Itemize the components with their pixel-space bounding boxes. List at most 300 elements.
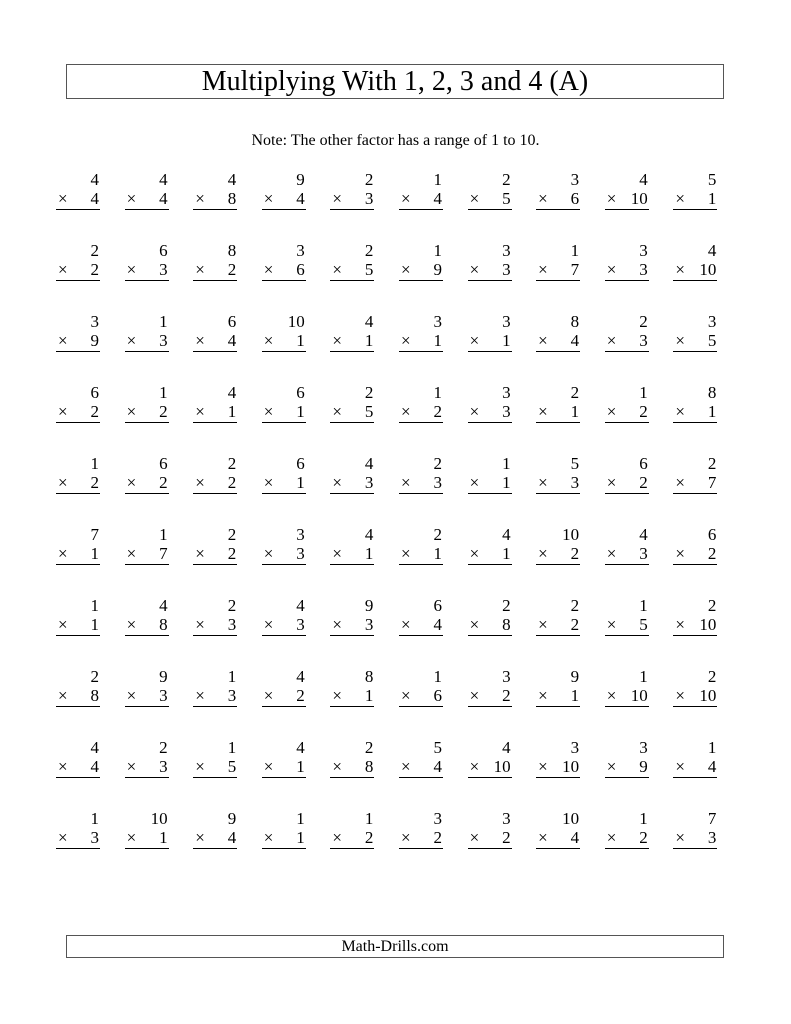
bottom-factor: 1: [570, 686, 580, 705]
times-sign: ×: [606, 189, 617, 208]
times-sign: ×: [195, 260, 205, 279]
top-factor: 3: [639, 241, 648, 260]
problem-row: [56, 738, 742, 809]
top-factor: 1: [90, 596, 99, 615]
bottom-factor: 1: [433, 544, 442, 563]
multiplication-problem: [468, 454, 537, 525]
times-sign: ×: [675, 757, 685, 776]
multiplication-problem: [56, 596, 125, 667]
top-factor: 4: [364, 525, 374, 544]
bottom-factor: 4: [227, 828, 237, 847]
multiplication-problem: [56, 170, 125, 241]
bottom-factor-line: [262, 686, 306, 707]
times-sign: ×: [126, 615, 137, 634]
top-factor: 3: [502, 312, 511, 331]
top-factor: 3: [502, 241, 511, 260]
bottom-factor-line: [330, 828, 374, 849]
top-factor: 6: [159, 454, 168, 473]
bottom-factor: 10: [493, 757, 511, 776]
multiplication-problem: [330, 809, 399, 880]
bottom-factor: 8: [90, 686, 99, 705]
bottom-factor-line: [193, 473, 237, 494]
bottom-factor-line: [399, 260, 443, 281]
top-factor: 8: [570, 312, 580, 331]
times-sign: ×: [195, 189, 205, 208]
multiplication-problem: [125, 170, 194, 241]
multiplication-problem: [330, 667, 399, 738]
times-sign: ×: [538, 686, 548, 705]
top-factor: 3: [433, 312, 442, 331]
bottom-factor-line: [673, 189, 717, 210]
bottom-factor: 2: [159, 473, 168, 492]
multiplication-problem: [330, 454, 399, 525]
top-factor: 3: [639, 738, 648, 757]
bottom-factor-line: [193, 331, 237, 352]
bottom-factor: 4: [433, 615, 442, 634]
multiplication-problem: [125, 525, 194, 596]
multiplication-problem: [330, 738, 399, 809]
bottom-factor-line: [468, 757, 512, 778]
bottom-factor-line: [605, 189, 649, 210]
bottom-factor-line: [125, 189, 169, 210]
times-sign: ×: [332, 331, 342, 350]
multiplication-problem: [125, 454, 194, 525]
top-factor: 6: [296, 454, 305, 473]
range-note: Note: The other factor has a range of 1 to 10.: [251, 132, 540, 149]
times-sign: ×: [332, 757, 342, 776]
top-factor: 1: [159, 383, 168, 402]
bottom-factor: 1: [296, 757, 305, 776]
times-sign: ×: [469, 402, 480, 421]
bottom-factor-line: [399, 189, 443, 210]
bottom-factor: 1: [502, 331, 511, 350]
multiplication-problem: [468, 667, 537, 738]
top-factor: 2: [159, 738, 168, 757]
bottom-factor: 3: [227, 615, 237, 634]
bottom-factor: 10: [630, 189, 648, 208]
times-sign: ×: [263, 260, 274, 279]
multiplication-problem: [468, 525, 537, 596]
bottom-factor: 4: [433, 757, 442, 776]
times-sign: ×: [332, 260, 342, 279]
bottom-factor: 2: [364, 828, 374, 847]
times-sign: ×: [332, 473, 342, 492]
times-sign: ×: [126, 402, 137, 421]
multiplication-problem: [605, 809, 674, 880]
top-factor: 7: [90, 525, 99, 544]
bottom-factor: 2: [502, 828, 511, 847]
bottom-factor: 2: [90, 473, 99, 492]
bottom-factor-line: [262, 473, 306, 494]
times-sign: ×: [195, 473, 205, 492]
multiplication-problem: [468, 738, 537, 809]
bottom-factor: 2: [90, 260, 99, 279]
top-factor: 2: [433, 454, 442, 473]
multiplication-problem: [536, 667, 605, 738]
times-sign: ×: [538, 757, 548, 776]
top-factor: 9: [296, 170, 305, 189]
top-factor: 2: [502, 596, 511, 615]
bottom-factor-line: [193, 402, 237, 423]
multiplication-problem: [262, 241, 331, 312]
multiplication-problem: [330, 596, 399, 667]
bottom-factor: 1: [707, 402, 717, 421]
bottom-factor: 3: [502, 402, 511, 421]
bottom-factor-line: [56, 828, 100, 849]
top-factor: 6: [296, 383, 305, 402]
multiplication-problem: [468, 312, 537, 383]
bottom-factor-line: [262, 402, 306, 423]
times-sign: ×: [58, 402, 68, 421]
multiplication-problem: [536, 454, 605, 525]
times-sign: ×: [195, 615, 205, 634]
times-sign: ×: [469, 828, 480, 847]
bottom-factor-line: [399, 757, 443, 778]
bottom-factor-line: [193, 615, 237, 636]
bottom-factor: 1: [296, 828, 305, 847]
multiplication-problem: [605, 738, 674, 809]
multiplication-problem: [399, 738, 468, 809]
times-sign: ×: [126, 331, 137, 350]
bottom-factor-line: [536, 189, 580, 210]
bottom-factor: 6: [570, 189, 580, 208]
top-factor: 1: [159, 312, 168, 331]
times-sign: ×: [400, 473, 411, 492]
bottom-factor-line: [56, 686, 100, 707]
multiplication-problem: [262, 809, 331, 880]
multiplication-problem: [262, 738, 331, 809]
multiplication-problem: [330, 241, 399, 312]
bottom-factor-line: [125, 331, 169, 352]
top-factor: 4: [639, 525, 648, 544]
bottom-factor-line: [468, 473, 512, 494]
multiplication-problem: [193, 667, 262, 738]
top-factor: 4: [227, 170, 237, 189]
bottom-factor: 8: [159, 615, 168, 634]
multiplication-problem: [262, 170, 331, 241]
multiplication-problem: [193, 170, 262, 241]
bottom-factor: 3: [639, 544, 648, 563]
times-sign: ×: [332, 686, 342, 705]
bottom-factor-line: [262, 615, 306, 636]
times-sign: ×: [400, 686, 411, 705]
bottom-factor: 1: [364, 686, 374, 705]
times-sign: ×: [400, 544, 411, 563]
bottom-factor: 10: [699, 260, 717, 279]
multiplication-problem: [125, 312, 194, 383]
bottom-factor-line: [56, 260, 100, 281]
multiplication-problem: [193, 596, 262, 667]
bottom-factor-line: [536, 402, 580, 423]
bottom-factor-line: [56, 544, 100, 565]
bottom-factor: 2: [639, 402, 648, 421]
bottom-factor: 3: [707, 828, 717, 847]
times-sign: ×: [195, 331, 205, 350]
times-sign: ×: [332, 828, 342, 847]
multiplication-problem: [56, 809, 125, 880]
times-sign: ×: [606, 331, 617, 350]
bottom-factor: 1: [90, 615, 99, 634]
bottom-factor: 9: [639, 757, 648, 776]
top-factor: 2: [90, 241, 99, 260]
top-factor: 2: [364, 738, 374, 757]
bottom-factor-line: [56, 757, 100, 778]
multiplication-problem: [125, 383, 194, 454]
multiplication-problem: [605, 596, 674, 667]
top-factor: 10: [562, 809, 580, 828]
top-factor: 10: [150, 809, 168, 828]
bottom-factor: 3: [159, 686, 168, 705]
top-factor: 1: [227, 667, 237, 686]
bottom-factor-line: [262, 544, 306, 565]
bottom-factor: 1: [296, 402, 305, 421]
multiplication-problem: [673, 383, 742, 454]
multiplication-problem: [262, 525, 331, 596]
multiplication-problem: [330, 525, 399, 596]
top-factor: 1: [433, 383, 442, 402]
bottom-factor: 4: [433, 189, 442, 208]
multiplication-problem: [193, 241, 262, 312]
bottom-factor-line: [399, 686, 443, 707]
top-factor: 3: [502, 809, 511, 828]
bottom-factor-line: [536, 544, 580, 565]
times-sign: ×: [469, 189, 480, 208]
top-factor: 4: [364, 454, 374, 473]
times-sign: ×: [469, 544, 480, 563]
bottom-factor-line: [193, 686, 237, 707]
multiplication-problem: [673, 525, 742, 596]
times-sign: ×: [126, 473, 137, 492]
top-factor: 3: [570, 170, 580, 189]
top-factor: 9: [227, 809, 237, 828]
multiplication-problem: [262, 667, 331, 738]
times-sign: ×: [195, 402, 205, 421]
bottom-factor-line: [673, 686, 717, 707]
bottom-factor: 9: [433, 260, 442, 279]
bottom-factor: 5: [364, 402, 374, 421]
top-factor: 2: [364, 170, 374, 189]
times-sign: ×: [675, 544, 685, 563]
multiplication-problem: [399, 525, 468, 596]
bottom-factor-line: [330, 544, 374, 565]
top-factor: 3: [296, 241, 305, 260]
problem-row: [56, 454, 742, 525]
multiplication-problem: [125, 809, 194, 880]
times-sign: ×: [538, 331, 548, 350]
times-sign: ×: [538, 544, 548, 563]
bottom-factor-line: [193, 260, 237, 281]
times-sign: ×: [538, 828, 548, 847]
multiplication-problem: [193, 809, 262, 880]
times-sign: ×: [126, 544, 137, 563]
bottom-factor-line: [605, 331, 649, 352]
bottom-factor-line: [330, 686, 374, 707]
times-sign: ×: [332, 615, 342, 634]
multiplication-problem: [330, 312, 399, 383]
bottom-factor: 3: [364, 189, 374, 208]
bottom-factor-line: [468, 615, 512, 636]
top-factor: 1: [570, 241, 580, 260]
top-factor: 7: [707, 809, 717, 828]
times-sign: ×: [606, 260, 617, 279]
multiplication-problem: [125, 738, 194, 809]
top-factor: 4: [296, 667, 305, 686]
top-factor: 3: [502, 667, 511, 686]
bottom-factor-line: [673, 331, 717, 352]
top-factor: 2: [90, 667, 99, 686]
times-sign: ×: [126, 757, 137, 776]
multiplication-problem: [673, 241, 742, 312]
bottom-factor: 3: [159, 331, 168, 350]
bottom-factor-line: [536, 473, 580, 494]
top-factor: 8: [364, 667, 374, 686]
multiplication-problem: [536, 596, 605, 667]
bottom-factor: 2: [159, 402, 168, 421]
bottom-factor: 2: [433, 828, 442, 847]
times-sign: ×: [263, 757, 274, 776]
bottom-factor-line: [125, 473, 169, 494]
times-sign: ×: [538, 402, 548, 421]
multiplication-problem: [468, 809, 537, 880]
bottom-factor-line: [262, 757, 306, 778]
top-factor: 10: [287, 312, 305, 331]
top-factor: 3: [433, 809, 442, 828]
bottom-factor: 10: [630, 686, 648, 705]
bottom-factor-line: [673, 615, 717, 636]
bottom-factor-line: [330, 402, 374, 423]
bottom-factor: 3: [159, 757, 168, 776]
bottom-factor: 3: [364, 615, 374, 634]
bottom-factor-line: [330, 331, 374, 352]
multiplication-problem: [330, 170, 399, 241]
bottom-factor: 10: [699, 686, 717, 705]
bottom-factor: 2: [227, 260, 237, 279]
top-factor: 4: [296, 738, 305, 757]
multiplication-problem: [399, 241, 468, 312]
top-factor: 6: [159, 241, 168, 260]
multiplication-problem: [605, 170, 674, 241]
problem-row: [56, 596, 742, 667]
multiplication-problem: [468, 170, 537, 241]
bottom-factor: 2: [570, 615, 580, 634]
top-factor: 9: [570, 667, 580, 686]
bottom-factor-line: [262, 828, 306, 849]
bottom-factor-line: [468, 189, 512, 210]
multiplication-problem: [56, 525, 125, 596]
top-factor: 6: [433, 596, 442, 615]
bottom-factor: 1: [570, 402, 580, 421]
times-sign: ×: [263, 828, 274, 847]
times-sign: ×: [469, 331, 480, 350]
top-factor: 4: [90, 170, 99, 189]
bottom-factor-line: [536, 757, 580, 778]
times-sign: ×: [400, 757, 411, 776]
top-factor: 1: [639, 667, 648, 686]
times-sign: ×: [126, 260, 137, 279]
bottom-factor-line: [673, 473, 717, 494]
top-factor: 1: [296, 809, 305, 828]
top-factor: 4: [639, 170, 648, 189]
bottom-factor-line: [468, 828, 512, 849]
multiplication-problem: [536, 525, 605, 596]
multiplication-problem: [536, 809, 605, 880]
multiplication-problem: [262, 596, 331, 667]
bottom-factor: 4: [296, 189, 305, 208]
times-sign: ×: [58, 331, 68, 350]
top-factor: 5: [707, 170, 717, 189]
bottom-factor: 1: [90, 544, 99, 563]
multiplication-problem: [605, 241, 674, 312]
top-factor: 10: [562, 525, 580, 544]
bottom-factor: 2: [570, 544, 580, 563]
bottom-factor-line: [399, 402, 443, 423]
top-factor: 1: [639, 809, 648, 828]
top-factor: 8: [227, 241, 237, 260]
bottom-factor-line: [330, 615, 374, 636]
times-sign: ×: [469, 686, 480, 705]
bottom-factor-line: [605, 757, 649, 778]
multiplication-problem: [56, 667, 125, 738]
multiplication-problem: [399, 667, 468, 738]
times-sign: ×: [263, 189, 274, 208]
bottom-factor: 10: [699, 615, 717, 634]
bottom-factor-line: [193, 757, 237, 778]
bottom-factor-line: [605, 615, 649, 636]
multiplication-problem: [673, 170, 742, 241]
times-sign: ×: [58, 189, 68, 208]
multiplication-problem: [56, 312, 125, 383]
times-sign: ×: [58, 260, 68, 279]
bottom-factor: 2: [296, 686, 305, 705]
bottom-factor: 7: [570, 260, 580, 279]
times-sign: ×: [400, 331, 411, 350]
top-factor: 3: [296, 525, 305, 544]
times-sign: ×: [606, 473, 617, 492]
bottom-factor-line: [536, 260, 580, 281]
multiplication-problem: [468, 241, 537, 312]
bottom-factor-line: [605, 473, 649, 494]
top-factor: 5: [433, 738, 442, 757]
bottom-factor: 1: [364, 331, 374, 350]
times-sign: ×: [469, 757, 480, 776]
top-factor: 1: [639, 383, 648, 402]
bottom-factor-line: [673, 260, 717, 281]
bottom-factor-line: [262, 331, 306, 352]
bottom-factor-line: [673, 544, 717, 565]
bottom-factor: 1: [159, 828, 168, 847]
bottom-factor: 1: [502, 544, 511, 563]
problem-row: [56, 312, 742, 383]
bottom-factor: 1: [296, 331, 305, 350]
top-factor: 4: [159, 170, 168, 189]
bottom-factor-line: [605, 260, 649, 281]
times-sign: ×: [400, 260, 411, 279]
bottom-factor: 1: [227, 402, 237, 421]
bottom-factor: 4: [90, 189, 99, 208]
top-factor: 1: [502, 454, 511, 473]
times-sign: ×: [126, 686, 137, 705]
bottom-factor-line: [468, 331, 512, 352]
problem-row: [56, 383, 742, 454]
multiplication-problem: [605, 312, 674, 383]
times-sign: ×: [538, 189, 548, 208]
bottom-factor: 6: [433, 686, 442, 705]
bottom-factor: 3: [364, 473, 374, 492]
top-factor: 9: [159, 667, 168, 686]
bottom-factor: 1: [296, 473, 305, 492]
top-factor: 4: [90, 738, 99, 757]
top-factor: 2: [364, 383, 374, 402]
